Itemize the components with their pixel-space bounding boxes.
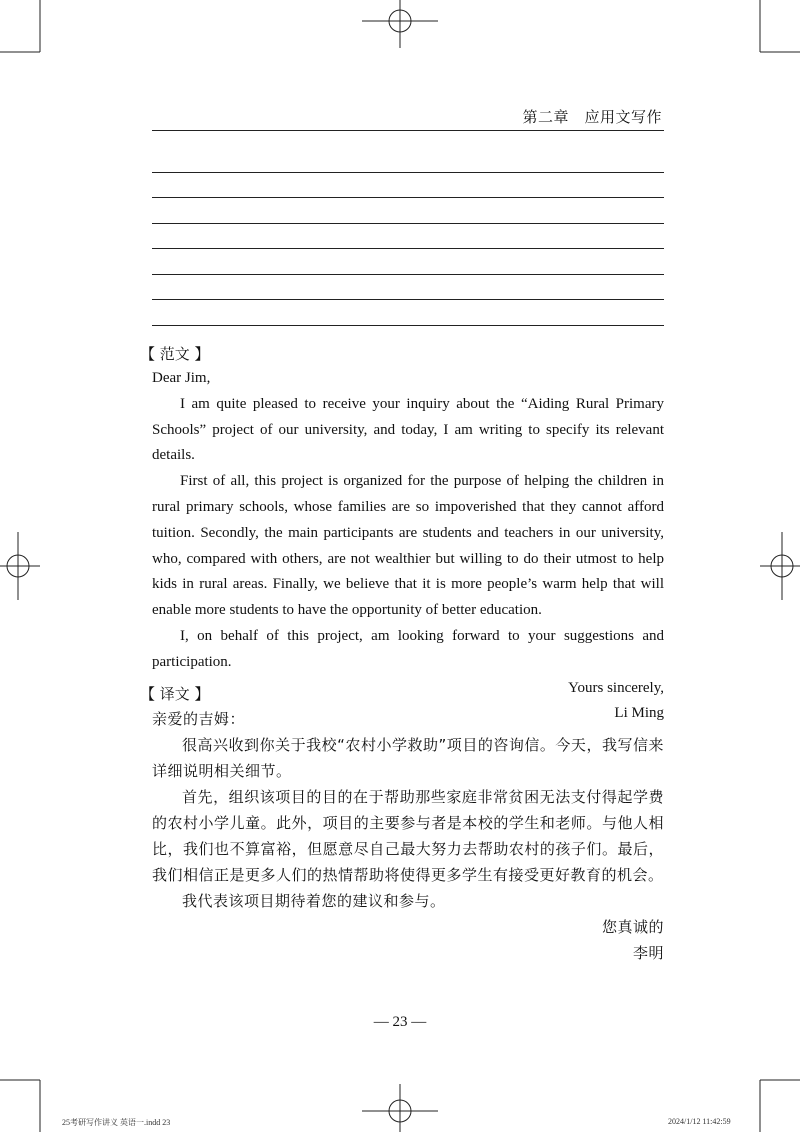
essay-signature: Li Ming <box>614 705 664 722</box>
essay-paragraph-2: First of all, this project is organized for the purpose of helping the children in rural primary schools, whose families are so impoverished that they cannot afford tuition. Secondly, the main participants are students and teachers in our university, who, compared with others, are not wealthier but willing to do their utmost to help kids in rural areas. Finally, we believe that it is more people’s warm help that will enable more students to have the opportunity of better education. <box>152 473 664 619</box>
essay-closing: Yours sincerely, <box>568 679 664 696</box>
translation-paragraph-1: 很高兴收到你关于我校“农村小学救助”项目的咨询信。今天，我写信来详细说明相关细节。 <box>152 736 664 780</box>
writing-line <box>152 223 664 224</box>
writing-line <box>152 172 664 173</box>
writing-line <box>152 197 664 198</box>
header-rule <box>152 130 664 131</box>
chapter-header-title: 第二章 应用文写作 <box>522 108 662 126</box>
footer-file-name: 25考研写作讲义 英语一.indd 23 <box>62 1118 171 1127</box>
translation-closing: 您真诚的 <box>601 918 664 936</box>
writing-line <box>152 274 664 275</box>
model-essay-body <box>152 366 664 727</box>
translation-paragraph-2: 首先，组织该项目的目的在于帮助那些家庭非常贫困无法支付得起学费的农村小学儿童。此外，项目的主要参与者是本校的学生和老师。与他人相比，我们也不算富裕，但愿意尽自己最大努力去帮助农村的孩子们。最后，我们相信正是更多人们的热情帮助将使得更多学生有接受更好教育的机会。 <box>152 788 664 884</box>
translation-paragraph-3: 我代表该项目期待着您的建议和参与。 <box>182 892 446 910</box>
writing-line <box>152 299 664 300</box>
writing-line <box>152 325 664 326</box>
footer-print-date: 2024/1/12 11:42:59 <box>668 1117 731 1126</box>
translation-salutation: 亲爱的吉姆： <box>152 710 246 728</box>
essay-salutation: Dear Jim, <box>152 370 211 386</box>
translation-signature: 李明 <box>632 944 664 962</box>
writing-line <box>152 248 664 249</box>
essay-paragraph-3: I, on behalf of this project, am looking forward to your suggestions and participation. <box>152 627 664 670</box>
page-number: — 23 — <box>373 1014 427 1030</box>
translation-body <box>152 706 664 966</box>
essay-paragraph-1: I am quite pleased to receive your inquiry about the “Aiding Rural Primary Schools” project of our university, and today, I am writing to specify its relevant details. <box>152 395 664 464</box>
translation-label: 【 译文 】 <box>140 685 210 703</box>
model-essay-label: 【 范文 】 <box>140 345 210 363</box>
